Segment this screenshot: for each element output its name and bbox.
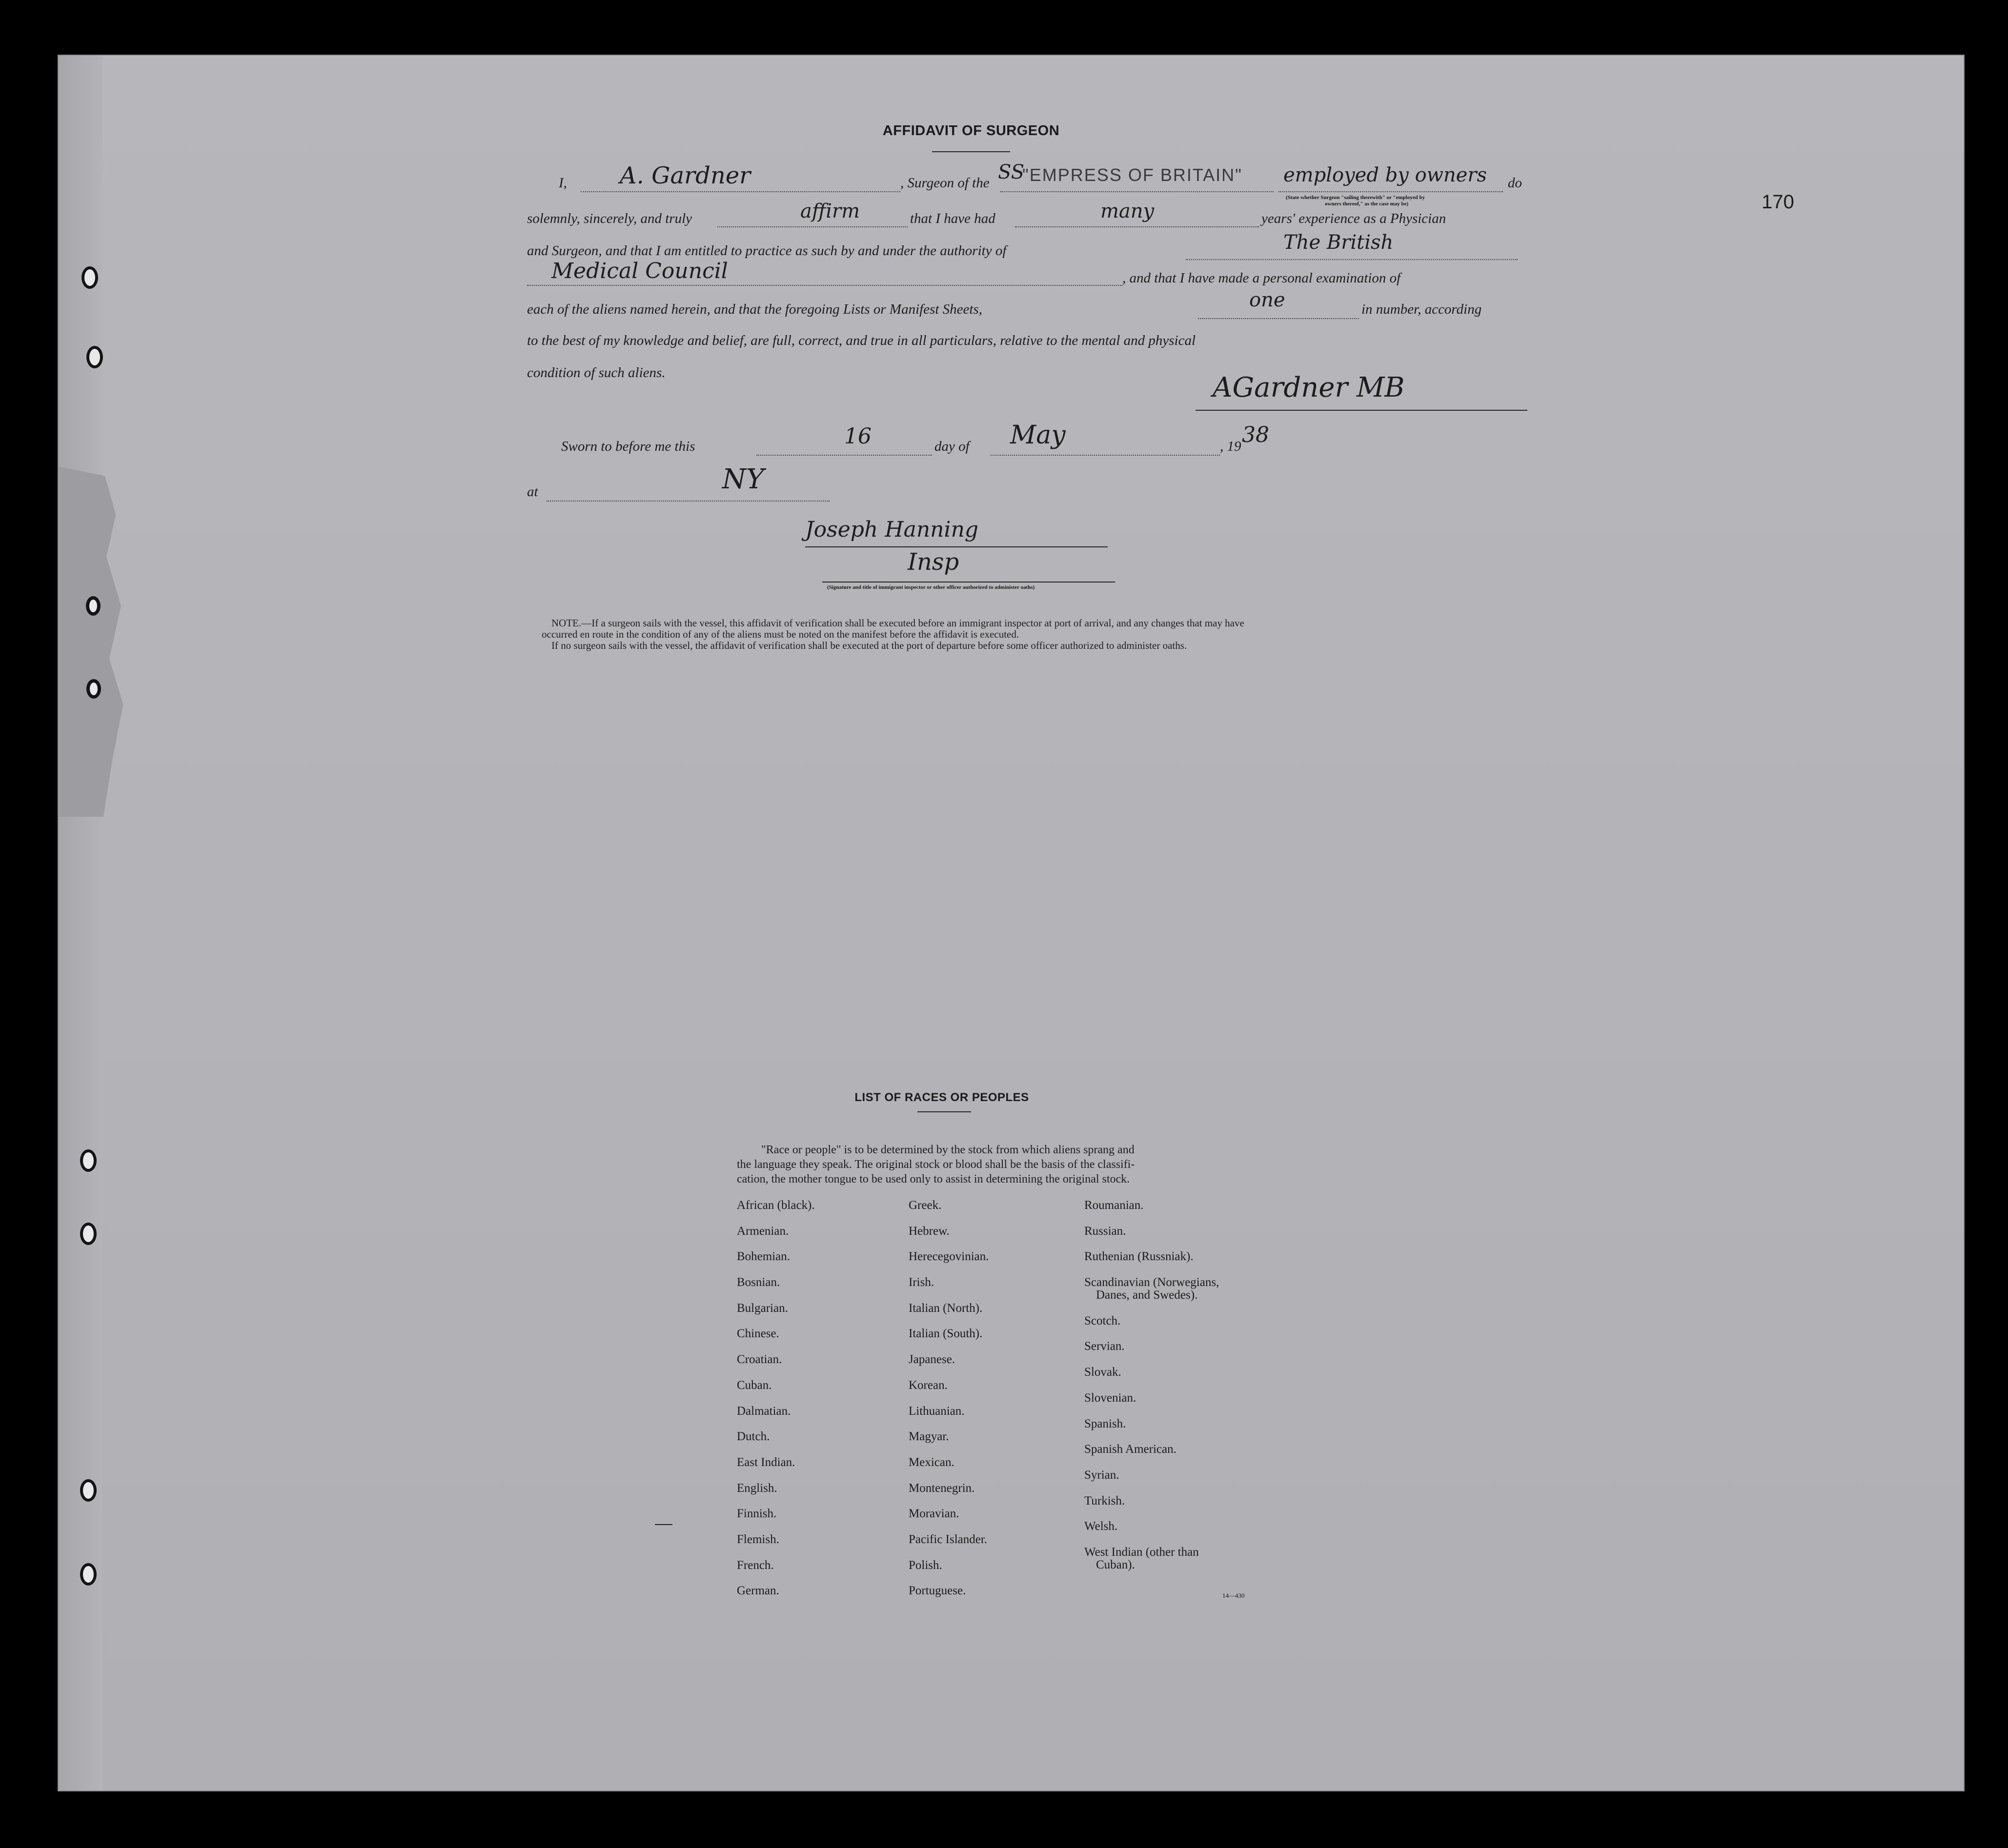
sworn-label: Sworn to before me this (561, 439, 695, 454)
race-item: Italian (North). (909, 1301, 983, 1315)
at-label: at (527, 484, 538, 500)
punch-hole (81, 266, 98, 289)
affirm-word: affirm (800, 200, 860, 222)
race-item: Pacific Islander. (909, 1532, 988, 1546)
punch-hole (86, 679, 101, 699)
race-item: Slovenian. (1084, 1391, 1136, 1405)
ship-stamp: "EMPRESS OF BRITAIN" (1022, 165, 1242, 185)
race-item: Scandinavian (Norwegians, (1084, 1276, 1219, 1289)
race-item: Italian (South). (909, 1327, 983, 1341)
race-item: Turkish. (1084, 1494, 1125, 1507)
fill-line (1000, 191, 1274, 192)
document-page (58, 55, 1965, 1791)
surgeon-name: A. Gardner (620, 162, 751, 189)
race-item: Danes, and Swedes). (1096, 1288, 1198, 1302)
title-underline (932, 151, 1010, 152)
races-intro-1: "Race or people" is to be determined by the stock from which aliens sprang and (761, 1144, 1135, 1156)
race-item: Japanese. (909, 1353, 955, 1366)
inspector-line (805, 546, 1108, 547)
race-item: French. (737, 1558, 774, 1572)
race-item: Montenegrin. (909, 1481, 975, 1495)
punch-hole (86, 346, 103, 368)
race-item: Magyar. (909, 1430, 949, 1444)
race-item: Scotch. (1084, 1314, 1121, 1327)
employment-status: employed by owners (1283, 164, 1487, 186)
fill-line (991, 455, 1220, 456)
day-of-label: day of (934, 439, 970, 454)
races-underline (917, 1111, 971, 1112)
text-i: I, (559, 175, 567, 191)
race-item: Polish. (909, 1558, 942, 1572)
caption-line (822, 582, 1115, 583)
sworn-month: May (1010, 421, 1066, 450)
race-item: Croatian. (737, 1353, 782, 1366)
races-columns (59, 1199, 1964, 1662)
stray-mark (655, 1524, 672, 1525)
race-item: Finnish. (737, 1507, 777, 1521)
text-in-number: in number, according (1361, 301, 1482, 317)
race-item: Portuguese. (909, 1584, 966, 1598)
authority-line1: The British (1283, 231, 1394, 254)
state-note-1: (State whether Surgeon "sailing therewith" or "employed by (1286, 195, 1425, 201)
race-item: West Indian (other than (1084, 1545, 1199, 1559)
fill-line (717, 226, 908, 227)
race-item: Moravian. (909, 1507, 959, 1521)
fill-line (1198, 318, 1359, 319)
race-item: Hebrew. (909, 1224, 950, 1238)
sworn-year: 38 (1242, 422, 1269, 447)
authority-line2: Medical Council (551, 259, 728, 283)
text-that-had: that I have had (910, 211, 995, 226)
race-item: African (black). (737, 1199, 815, 1212)
races-intro-3: cation, the mother tongue to be used only to assist in determining the original stock. (737, 1173, 1130, 1185)
torn-edge (58, 465, 127, 817)
race-item: Cuban). (1096, 1558, 1135, 1571)
note-line-1: NOTE.—If a surgeon sails with the vessel, this affidavit of verification shall be executed before an immigrant inspector at port of arrival, and any changes that may have (551, 617, 1244, 629)
race-item: Slovak. (1084, 1366, 1121, 1379)
race-item: Roumanian. (1084, 1199, 1144, 1212)
race-item: Irish. (909, 1276, 934, 1289)
races-column-1 (737, 1199, 815, 1610)
text-solemnly: solemnly, sincerely, and truly (527, 211, 692, 226)
state-note-2: owners thereof," as the case may be) (1325, 201, 1409, 207)
signature-caption: (Signature and title of immigrant inspector or other officer authorized to administer oaths) (827, 584, 1035, 590)
fill-line (581, 191, 900, 192)
affidavit-title: AFFIDAVIT OF SURGEON (882, 123, 1060, 139)
race-item: English. (737, 1481, 777, 1495)
race-item: Spanish American. (1084, 1443, 1176, 1456)
ship-prefix: SS (998, 161, 1025, 183)
fill-line (1015, 226, 1259, 227)
text-and-surgeon: and Surgeon, and that I am entitled to practice as such by and under the authority of (527, 243, 1007, 259)
race-item: German. (737, 1584, 779, 1598)
race-item: Korean. (909, 1378, 948, 1392)
inspector-signature: Joseph Hanning (805, 517, 979, 542)
race-item: Herecegovinian. (909, 1250, 989, 1264)
race-item: Flemish. (737, 1532, 779, 1546)
text-made-exam: , and that I have made a personal examination of (1122, 270, 1401, 286)
fill-line (527, 285, 1122, 286)
inspector-title: Insp (908, 548, 959, 576)
text-condition: condition of such aliens. (527, 365, 666, 381)
surgeon-signature: AGardner MB (1213, 372, 1405, 403)
race-item: Chinese. (737, 1327, 779, 1341)
race-item: Cuban. (737, 1378, 772, 1392)
race-item: East Indian. (737, 1455, 795, 1469)
race-item: Russian. (1084, 1224, 1126, 1238)
race-item: Mexican. (909, 1455, 954, 1469)
fill-line (1186, 259, 1518, 260)
text-surgeon-of-the: , Surgeon of the (900, 175, 990, 191)
years-value: many (1100, 200, 1155, 222)
race-item: Ruthenian (Russniak). (1084, 1250, 1194, 1264)
page-number: 170 (1762, 191, 1794, 213)
note-line-3: If no surgeon sails with the vessel, the affidavit of verification shall be executed at the port of departure before some officer authorized to administer oaths. (551, 640, 1187, 651)
races-title: LIST OF RACES OR PEOPLES (854, 1091, 1029, 1104)
punch-hole (80, 1149, 97, 1172)
race-item: Servian. (1084, 1340, 1125, 1353)
text-do: do (1508, 175, 1522, 191)
race-item: Bosnian. (737, 1276, 780, 1289)
sheets-count: one (1249, 289, 1285, 311)
text-years-experience: years' experience as a Physician (1261, 211, 1446, 226)
fill-line (756, 455, 932, 456)
year-prefix: , 19 (1220, 439, 1241, 454)
race-item: Syrian. (1084, 1468, 1119, 1482)
sworn-place: NY (722, 463, 764, 495)
text-each-aliens: each of the aliens named herein, and that the foregoing Lists or Manifest Sheets, (527, 301, 982, 317)
race-item: Armenian. (737, 1224, 789, 1238)
race-item: Bulgarian. (737, 1301, 788, 1315)
race-item: Greek. (909, 1199, 942, 1212)
note-line-2: occurred en route in the condition of any of the aliens must be noted on the manifest before the affidavit is executed. (542, 628, 1019, 640)
fill-line (547, 501, 830, 502)
race-item: Welsh. (1084, 1520, 1118, 1533)
races-column-2 (909, 1199, 989, 1610)
races-intro-2: the language they speak. The original stock or blood shall be the basis of the classifi- (737, 1158, 1135, 1171)
text-best-knowledge: to the best of my knowledge and belief, are full, correct, and true in all particulars, relative to the mental and physical (527, 333, 1196, 348)
race-item: Dalmatian. (737, 1404, 791, 1418)
punch-hole (86, 596, 101, 616)
races-column-3 (1084, 1199, 1219, 1584)
race-item: Dutch. (737, 1430, 770, 1444)
form-number: 14—430 (1222, 1592, 1245, 1599)
signature-line (1196, 410, 1527, 411)
race-item: Spanish. (1084, 1417, 1126, 1430)
fill-line (1278, 191, 1503, 192)
race-item: Lithuanian. (909, 1404, 965, 1418)
race-item: Bohemian. (737, 1250, 791, 1264)
sworn-day: 16 (844, 424, 872, 449)
